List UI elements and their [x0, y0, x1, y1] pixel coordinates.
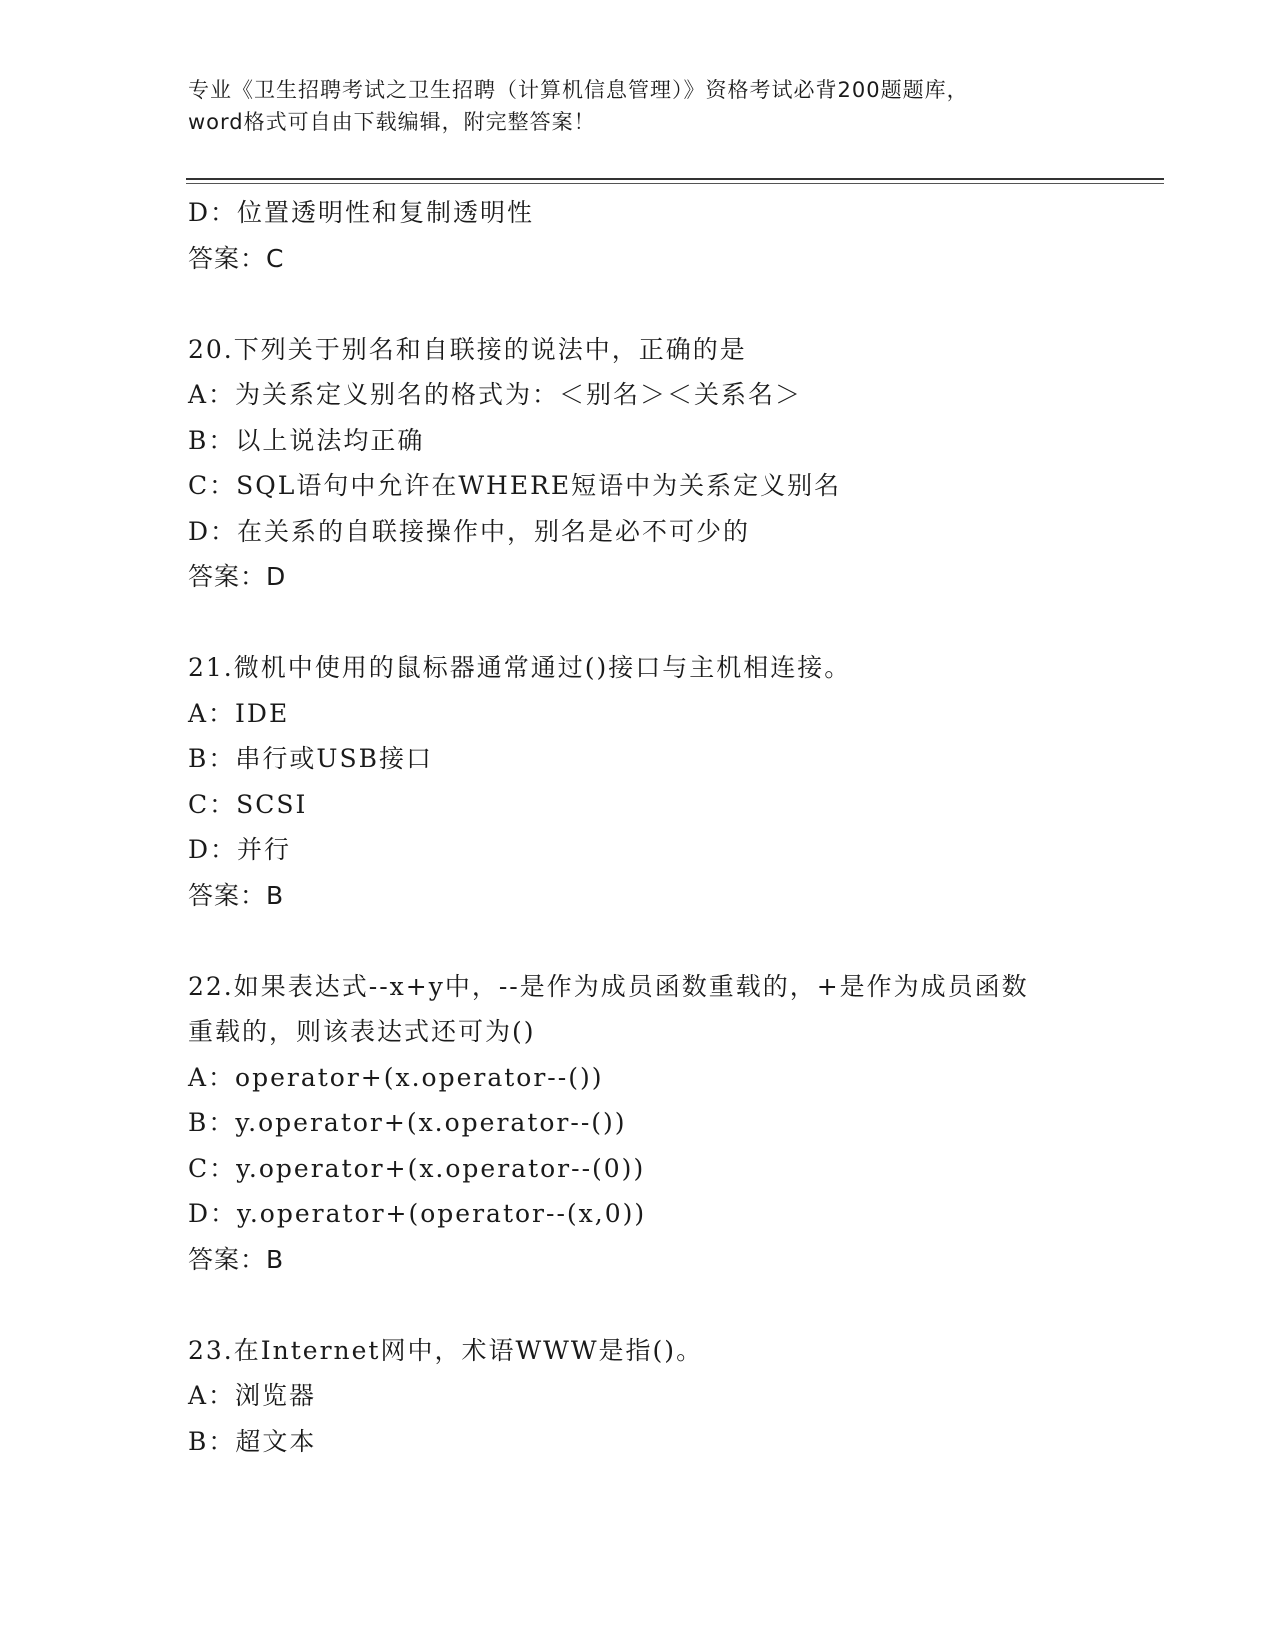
- option-c: C：SCSI: [188, 789, 308, 819]
- option-d: D：y.operator+(operator--(x,0)): [188, 1199, 647, 1228]
- answer-line: 答案：B: [188, 1244, 285, 1274]
- header-title-line-1: 专业《卫生招聘考试之卫生招聘（计算机信息管理）》资格考试必背200题题库，: [188, 78, 969, 102]
- option-b: B：超文本: [188, 1426, 317, 1456]
- spacer: [188, 600, 1148, 646]
- question-stem: 22.如果表达式--x+y中，--是作为成员函数重载的，+是作为成员函数: [188, 971, 1029, 1001]
- option-a: A：IDE: [188, 698, 290, 728]
- option-a: A：浏览器: [188, 1381, 317, 1410]
- option-a: A：operator+(x.operator--()): [188, 1062, 604, 1092]
- question-20: [188, 327, 1148, 600]
- answer-line: 答案：D: [188, 562, 287, 591]
- spacer: [188, 281, 1148, 327]
- option-b: B：以上说法均正确: [188, 425, 425, 455]
- question-stem: 20.下列关于别名和自联接的说法中，正确的是: [188, 334, 747, 364]
- option-d: D：位置透明性和复制透明性: [188, 198, 535, 227]
- question-stem: 23.在Internet网中，术语WWW是指()。: [188, 1335, 704, 1365]
- question-21: [188, 645, 1148, 918]
- question-stem: 21.微机中使用的鼠标器通常通过()接口与主机相连接。: [188, 653, 852, 682]
- spacer: [188, 1282, 1148, 1328]
- spacer: [188, 918, 1148, 964]
- option-d: D：并行: [188, 835, 292, 864]
- question-stem-continued: 重载的，则该表达式还可为(): [188, 1017, 536, 1046]
- question-list: [188, 190, 1148, 1464]
- document-header: [188, 74, 1088, 138]
- option-c: C：SQL语句中允许在WHERE短语中为关系定义别名: [188, 471, 842, 500]
- question-19-continuation: [188, 190, 1148, 281]
- option-b: B：y.operator+(x.operator--()): [188, 1108, 627, 1137]
- option-d: D：在关系的自联接操作中，别名是必不可少的: [188, 516, 751, 546]
- question-22: [188, 964, 1148, 1283]
- question-23: [188, 1328, 1148, 1465]
- option-a: A：为关系定义别名的格式为：＜别名＞＜关系名＞: [188, 380, 803, 409]
- answer-line: 答案：C: [188, 243, 285, 273]
- option-c: C：y.operator+(x.operator--(0)): [188, 1153, 646, 1183]
- answer-line: 答案：B: [188, 880, 285, 910]
- header-divider-thin: [186, 183, 1164, 184]
- option-b: B：串行或USB接口: [188, 744, 433, 773]
- header-title-line-2: word格式可自由下载编辑，附完整答案！: [188, 110, 596, 134]
- header-divider-thick: [186, 178, 1164, 180]
